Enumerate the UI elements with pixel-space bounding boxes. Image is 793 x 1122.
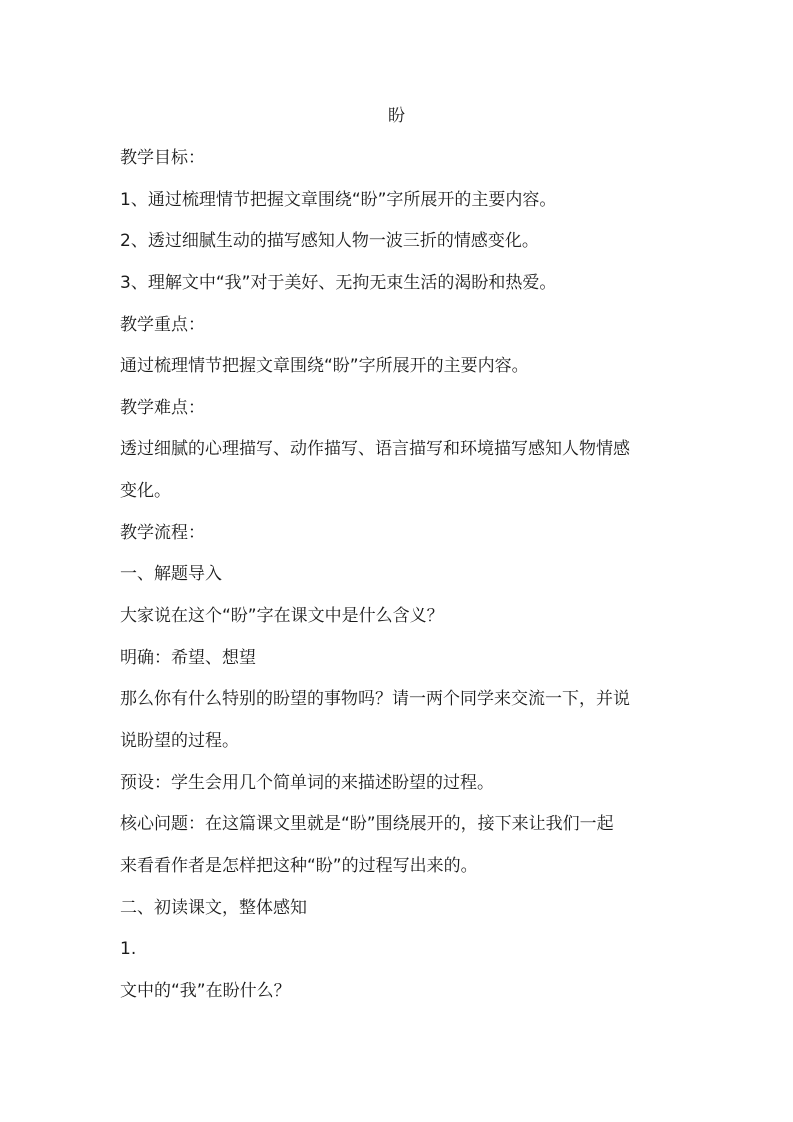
document-title: 盼: [388, 106, 405, 126]
question-what-hoping: 文中的“我”在盼什么？: [120, 981, 291, 1001]
goal-1: 1、通过梳理情节把握文章围绕“盼”字所展开的主要内容。: [120, 190, 557, 210]
key-point-text: 通过梳理情节把握文章围绕“盼”字所展开的主要内容。: [120, 356, 529, 376]
heading-difficulties: 教学难点：: [120, 398, 205, 418]
goal-3: 3、理解文中“我”对于美好、无拘无束生活的渴盼和热爱。: [120, 273, 557, 293]
section-1-heading: 一、解题导入: [120, 564, 222, 584]
core-question-line-2: 来看看作者是怎样把这种“盼”的过程写出来的。: [120, 856, 478, 876]
difficulty-text-line-1: 透过细腻的心理描写、动作描写、语言描写和环境描写感知人物情感: [120, 439, 630, 459]
question-meaning: 大家说在这个“盼”字在课文中是什么含义？: [120, 606, 444, 626]
discussion-line-2: 说盼望的过程。: [120, 731, 239, 751]
preset-text: 预设：学生会用几个简单词的来描述盼望的过程。: [120, 773, 494, 793]
heading-key-points: 教学重点：: [120, 315, 205, 335]
heading-teaching-process: 教学流程：: [120, 523, 205, 543]
goal-2: 2、透过细腻生动的描写感知人物一波三折的情感变化。: [120, 231, 539, 251]
section-2-heading: 二、初读课文，整体感知: [120, 898, 307, 918]
core-question-line-1: 核心问题：在这篇课文里就是“盼”围绕展开的，接下来让我们一起: [120, 814, 614, 834]
difficulty-text-line-2: 变化。: [120, 481, 171, 501]
list-number-1: 1.: [120, 939, 137, 959]
heading-teaching-goals: 教学目标：: [120, 148, 205, 168]
discussion-line-1: 那么你有什么特别的盼望的事物吗？请一两个同学来交流一下，并说: [120, 689, 630, 709]
clarify-text: 明确：希望、想望: [120, 648, 256, 668]
